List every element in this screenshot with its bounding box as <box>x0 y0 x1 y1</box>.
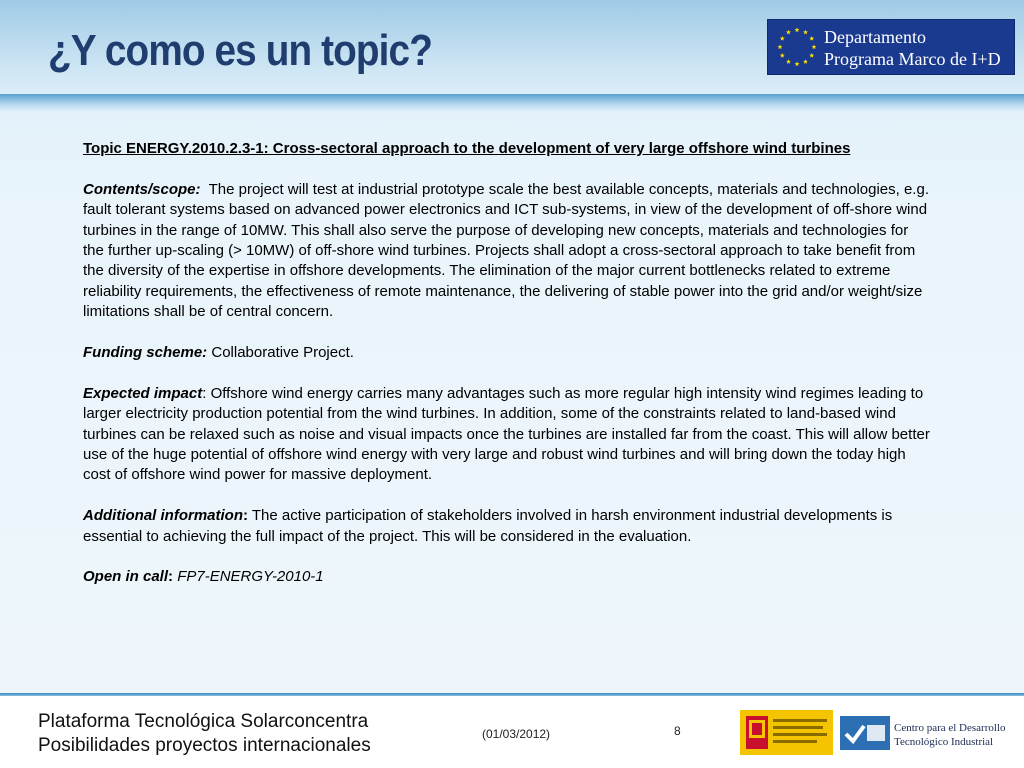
additional-paragraph: Additional information: The active participation of stakeholders involved in harsh environment industrial developments is essential to achieving the full impact of the project. This will be considered in the evaluation. <box>83 507 893 545</box>
additional-label: Additional information <box>83 507 243 525</box>
eu-star-icon <box>795 61 800 66</box>
footer-date: (01/03/2012) <box>482 727 551 741</box>
eu-star-icon <box>778 44 783 49</box>
eu-star-icon <box>780 53 785 58</box>
cdti-line-1: Centro para el Desarrollo <box>894 722 1006 734</box>
additional-text: The active participation of stakeholders involved in harsh environment industrial developments is essential to achieving the full impact of the project. This will be considered in the evaluation. <box>83 507 893 545</box>
cdti-caption <box>894 721 1005 749</box>
call-text: FP7-ENERGY-2010-1 <box>177 568 324 586</box>
banner-text <box>824 26 1001 70</box>
impact-label: Expected impact <box>83 384 203 402</box>
ministerio-economia-logo <box>740 710 833 755</box>
eu-department-banner <box>767 19 1015 75</box>
funding-text: Collaborative Project. <box>211 344 354 362</box>
topic-heading-paragraph <box>83 139 933 159</box>
funding-paragraph <box>83 343 933 363</box>
cdti-line-2: Tecnológico Industrial <box>894 736 994 748</box>
footer-caption <box>38 710 371 758</box>
footer-line-1: Plataforma Tecnológica Solarconcentra <box>38 711 369 732</box>
topic-content <box>83 139 933 588</box>
slide-title: ¿Y como es un topic? <box>48 26 432 75</box>
eu-star-icon <box>812 44 817 49</box>
call-label: Open in call <box>83 568 169 586</box>
scope-label: Contents/scope: <box>83 180 201 198</box>
eu-star-icon <box>803 30 808 35</box>
cdti-logo <box>840 716 890 750</box>
eu-star-icon <box>809 53 814 58</box>
scope-text: The project will test at industrial prototype scale the best available concepts, materials and technologies, e.g. fault tolerant systems based on advanced power electronics and ICT sub-systems, in view of the development of off-shore wind turbines in the range of 10MW. This shall also serve the purpose of developing new concepts, materials and technologies for the further up-scaling (> 10MW) of off-shore wind turbines. Projects shall adopt a cross-sectoral approach to take benefit from the diversity of the expertise in offshore developments. The elimination of the major current bottlenecks related to extreme reliability requirements, the effectiveness of remote maintenance, the delivering of stable power into the grid and/or weight/size limitations shall be of central concern. <box>83 180 929 321</box>
scope-paragraph <box>83 180 933 323</box>
eu-star-icon <box>803 59 808 64</box>
eu-star-icon <box>795 27 800 32</box>
eu-star-icon <box>780 36 785 41</box>
page-number: 8 <box>674 724 681 738</box>
impact-paragraph: Expected impact: Offshore wind energy carries many advantages such as more regular high intensity wind regimes leading to larger electricity production potential from the wind turbines. In addition, some of the constraints related to land-based wind turbines can be relaxed such as noise and visual impacts once the turbines are installed far from the coast. This will allow better use of the huge potential of offshore wind energy with very large and robust wind turbines and will bring down the today high cost of offshore wind power for massive deployment. <box>83 384 930 484</box>
banner-line-1: Departamento <box>824 27 926 47</box>
eu-star-icon <box>809 36 814 41</box>
eu-star-icon <box>786 59 791 64</box>
funding-label: Funding scheme: <box>83 344 208 362</box>
eu-stars-flag-icon <box>774 24 820 70</box>
eu-star-icon <box>786 30 791 35</box>
footer-line-2: Posibilidades proyectos internacionales <box>38 735 371 756</box>
banner-line-2: Programa Marco de I+D <box>824 49 1001 69</box>
topic-heading: Topic ENERGY.2010.2.3-1: Cross-sectoral approach to the development of very large offshore wind turbines <box>83 140 851 157</box>
call-paragraph: Open in call: FP7-ENERGY-2010-1 <box>83 568 324 586</box>
impact-text: Offshore wind energy carries many advantages such as more regular high intensity wind regimes leading to larger electricity production potential from the wind turbines. In addition, some of the constraints related to land-based wind turbines can be relaxed such as noise and visual impacts once the turbines are installed far from the coast. This will allow better use of the huge potential of offshore wind energy with very large and robust wind turbines and will bring down the today high cost of offshore wind power for massive deployment. <box>83 384 930 484</box>
header-stripe <box>0 94 1024 112</box>
